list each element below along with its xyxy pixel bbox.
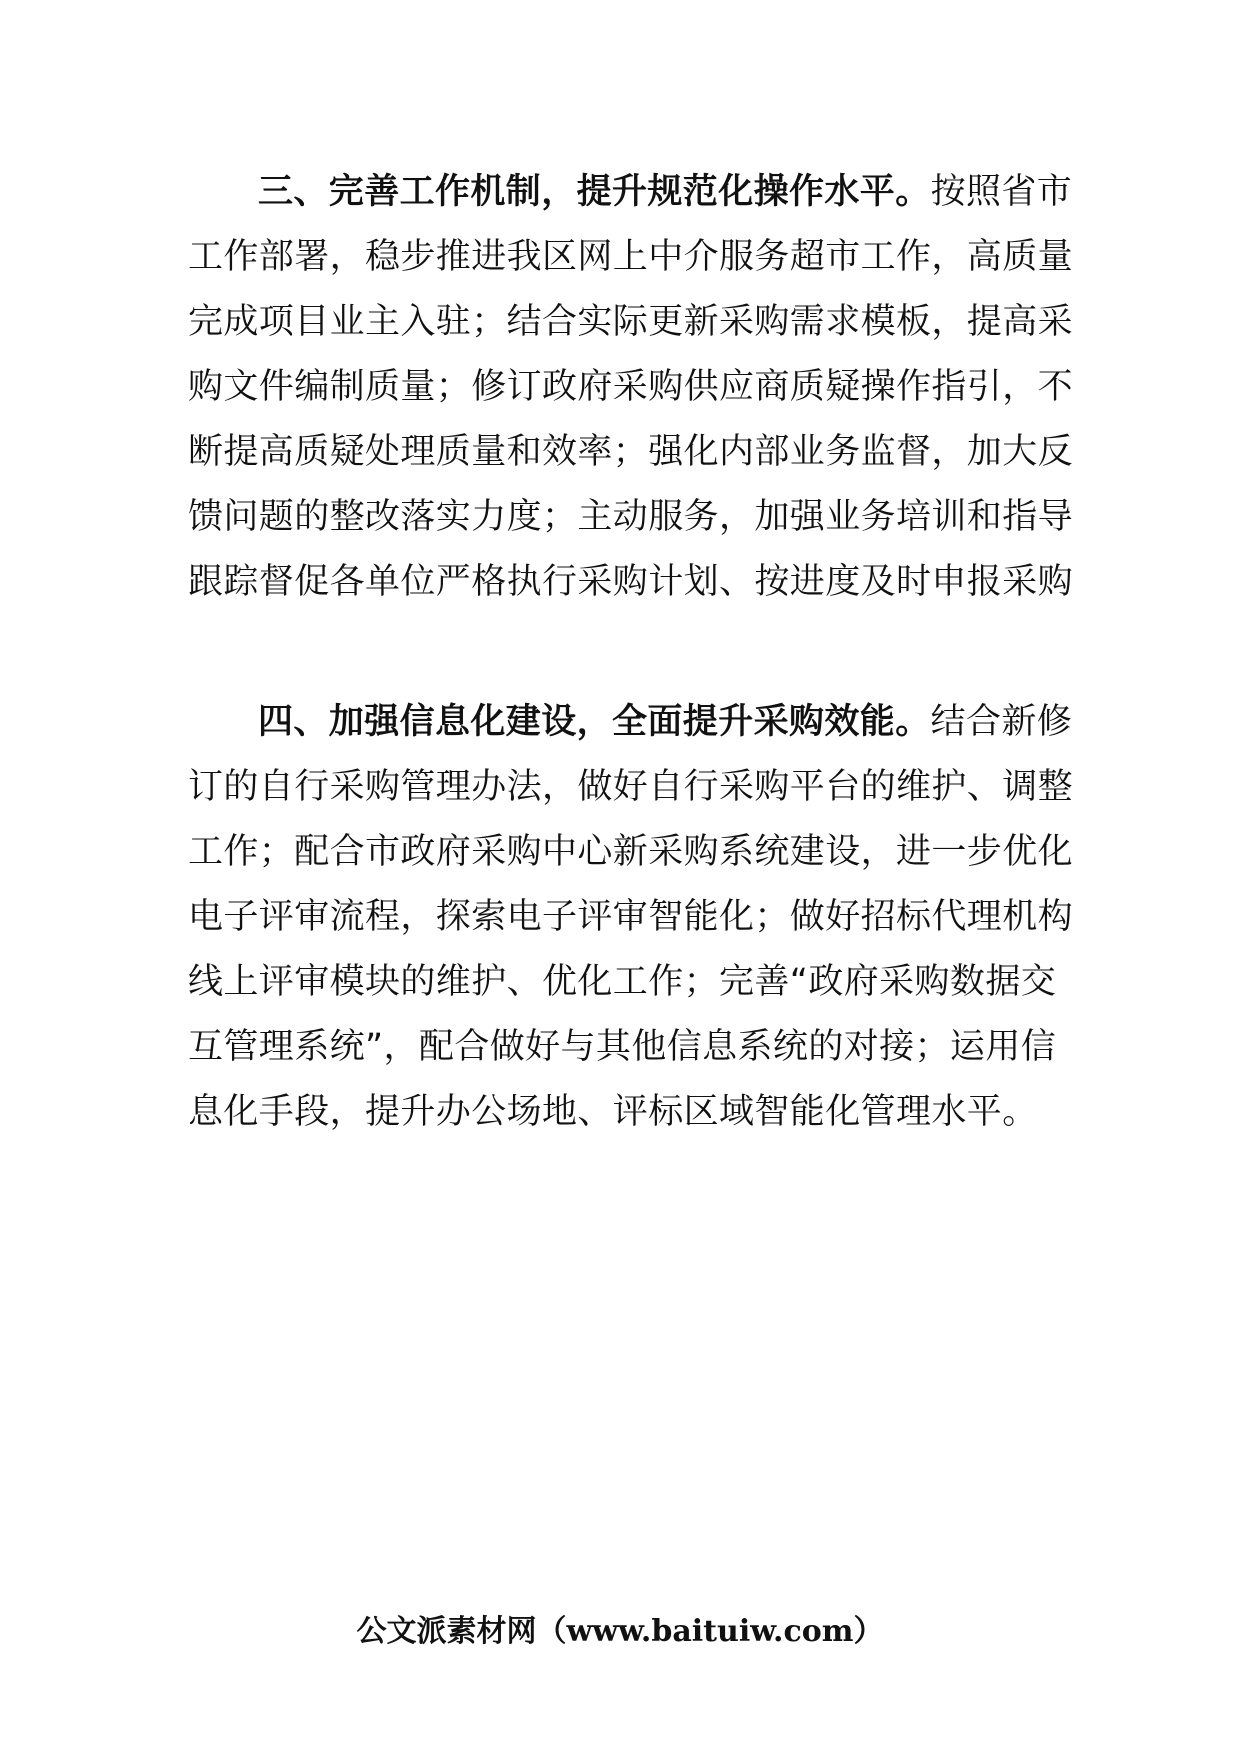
paragraph-first-line [188,160,1073,225]
body-line: 电子评审流程，探索电子评审智能化；做好招标代理机构 [188,897,1074,937]
body-line: 互管理系统”，配合做好与其他信息系统的对接；运用信 [188,1027,1057,1067]
paragraph-section-3 [188,160,1074,615]
body-line: 购文件编制质量；修订政府采购供应商质疑操作指引，不 [188,367,1074,407]
section-heading: 四、加强信息化建设，全面提升采购效能。 [258,702,931,742]
body-line: 订的自行采购管理办法，做好自行采购平台的维护、调整 [188,767,1074,807]
body-line: 息化手段，提升办公场地、评标区域智能化管理水平。 [188,1092,1038,1132]
body-line: 完成项目业主入驻；结合实际更新采购需求模板，提高采 [188,302,1074,342]
body-text: 结合新修 [930,702,1073,742]
paragraph-first-line [188,690,1073,755]
body-line: 跟踪督促各单位严格执行采购计划、按进度及时申报采购 [188,562,1074,602]
body-line: 断提高质疑处理质量和效率；强化内部业务监督，加大反 [188,432,1074,472]
section-heading: 三、完善工作机制，提升规范化操作水平。 [258,172,931,212]
body-text: 按照省市 [930,172,1073,212]
body-line: 工作部署，稳步推进我区网上中介服务超市工作，高质量 [188,237,1074,277]
body-line: 线上评审模块的维护、优化工作；完善“政府采购数据交 [188,962,1057,1002]
body-line: 馈问题的整改落实力度；主动服务，加强业务培训和指导 [188,497,1074,537]
body-line: 工作；配合市政府采购中心新采购系统建设，进一步优化 [188,832,1074,872]
footer-watermark-text: 公文派素材网（www.baituiw.com） [356,1614,884,1649]
document-body [188,160,1074,1145]
paragraph-section-4 [188,690,1074,1145]
